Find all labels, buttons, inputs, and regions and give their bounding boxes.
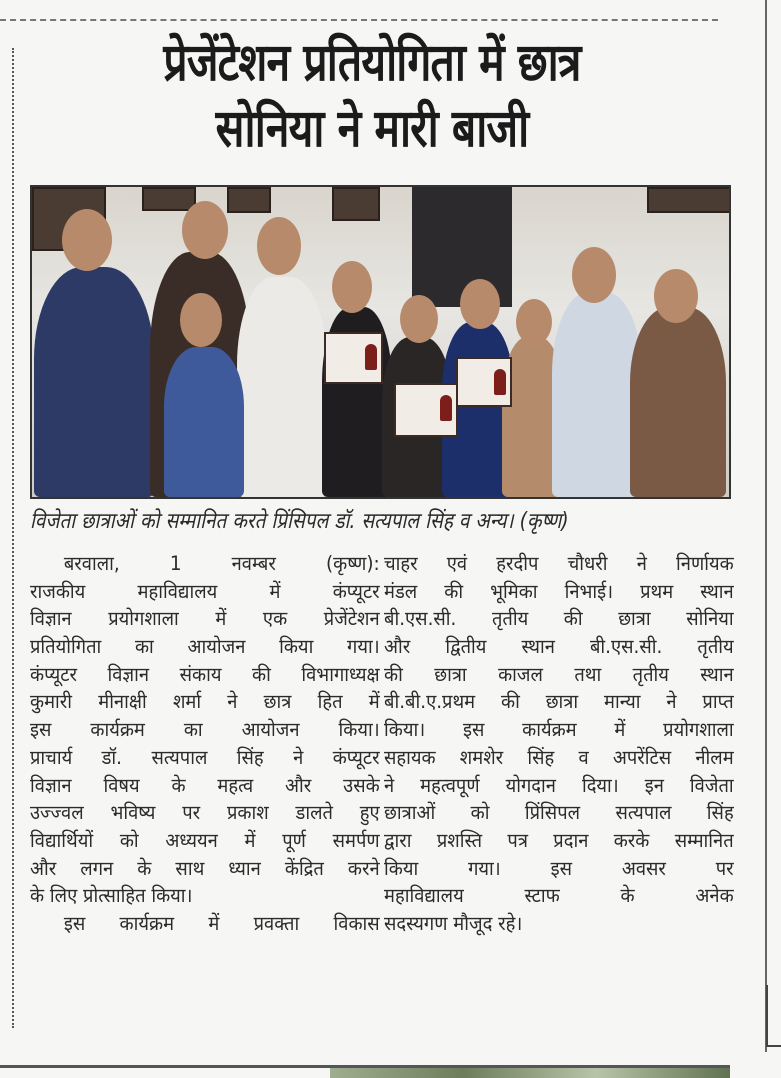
person (552, 292, 642, 497)
body-line: छात्राओं को प्रिंसिपल सत्यपाल सिंह (384, 801, 734, 825)
right-column-rule (765, 0, 767, 1052)
body-line: और लगन के साथ ध्यान केंद्रित करने (30, 856, 380, 880)
wall-frame (647, 187, 731, 213)
person-head (182, 201, 228, 259)
dateline: बरवाला, 1 नवम्बर (कृष्ण): (63, 552, 380, 575)
body-line: विद्यार्थियों को अध्ययन में पूर्ण समर्पण (30, 828, 380, 852)
body-line: उज्ज्वल भविष्य पर प्रकाश डालते हुए (30, 801, 380, 825)
article-column-1 (30, 550, 380, 938)
body-line: प्राचार्य डॉ. सत्यपाल सिंह ने कंप्यूटर (30, 745, 380, 769)
body-line: सदस्यगण मौजूद रहे। (384, 911, 523, 935)
headline (85, 30, 659, 162)
person-head (332, 261, 372, 313)
person (630, 307, 726, 497)
body-line: राजकीय महाविद्यालय में कंप्यूटर (30, 579, 380, 603)
wall-frame (227, 187, 271, 213)
person-head (572, 247, 616, 303)
body-line: किया। इस कार्यक्रम में प्रयोगशाला (384, 718, 734, 742)
next-article-photo-edge (330, 1068, 730, 1078)
body-line: मंडल की भूमिका निभाई। प्रथम स्थान (384, 579, 734, 603)
body-line: सहायक शमशेर सिंह व अपरेंटिस नीलम (384, 745, 734, 769)
person (34, 267, 154, 497)
article-photo (30, 185, 731, 499)
certificate (324, 332, 383, 384)
body-line: के लिए प्रोत्साहित किया। (30, 884, 193, 908)
certificate (456, 357, 512, 407)
person-head (654, 269, 698, 323)
person-head (62, 209, 112, 271)
person-head (257, 217, 301, 275)
body-line: द्वारा प्रशस्ति पत्र प्रदान करके सम्मानित (384, 828, 734, 852)
body-line: महाविद्यालय स्टाफ के अनेक (384, 884, 734, 908)
body-line: प्रतियोगिता का आयोजन किया गया। (30, 635, 380, 659)
photo-caption: विजेता छात्राओं को सम्मानित करते प्रिंसिपल डॉ. सत्यपाल सिंह व अन्य। (कृष्ण) (30, 509, 569, 534)
left-dotted-rule (12, 48, 14, 1028)
body-line: ने महत्वपूर्ण योगदान दिया। इन विजेता (384, 773, 734, 797)
body-line: बी.बी.ए.प्रथम की छात्रा मान्या ने प्राप्त (384, 690, 734, 714)
person (237, 277, 327, 497)
adjacent-article-border (766, 985, 781, 1047)
body-line: विज्ञान विषय के महत्व और उसके (30, 773, 380, 797)
honor-board (412, 187, 512, 307)
body-line: कुमारी मीनाक्षी शर्मा ने छात्र हित में (30, 690, 380, 714)
body-line: विज्ञान प्रयोगशाला में एक प्रेजेंटेशन (30, 607, 380, 631)
top-dashed-rule (0, 19, 718, 21)
body-line: इस कार्यक्रम में प्रवक्ता विकास (63, 911, 380, 935)
person-head (460, 279, 500, 329)
person-head (516, 299, 552, 345)
body-line: किया गया। इस अवसर पर (384, 856, 734, 880)
person-head (180, 293, 222, 347)
certificate (394, 383, 458, 437)
headline-line-1: प्रेजेंटेशन प्रतियोगिता में छात्र (163, 33, 581, 93)
body-line: की छात्रा काजल तथा तृतीय स्थान (384, 662, 734, 686)
body-line: इस कार्यक्रम का आयोजन किया। (30, 718, 380, 742)
body-line: और द्वितीय स्थान बी.एस.सी. तृतीय (384, 635, 734, 659)
person-head (400, 295, 438, 343)
article-column-2 (384, 550, 734, 938)
wall-frame (142, 187, 196, 211)
wall-frame (332, 187, 380, 221)
body-line: चाहर एवं हरदीप चौधरी ने निर्णायक (384, 552, 734, 575)
headline-line-2: सोनिया ने मारी बाजी (215, 99, 529, 159)
body-line: बी.एस.सी. तृतीय की छात्रा सोनिया (384, 607, 734, 631)
person (164, 347, 244, 497)
body-line: कंप्यूटर विज्ञान संकाय की विभागाध्यक्ष (30, 662, 380, 686)
